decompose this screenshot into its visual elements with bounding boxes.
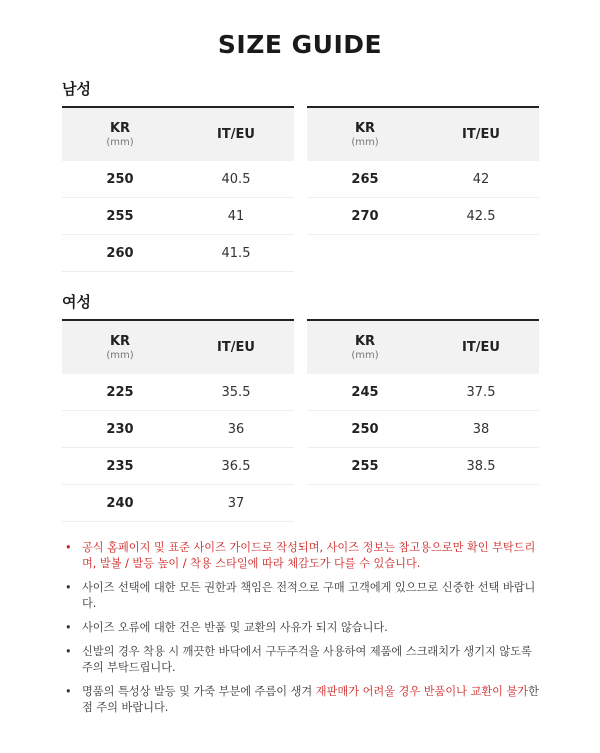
header-kr: KR [109, 120, 131, 136]
table-row [62, 235, 294, 272]
kr-cell: 255 [351, 458, 379, 474]
kr-cell: 225 [106, 384, 134, 400]
kr-cell: 250 [106, 171, 134, 187]
kr-cell: 270 [351, 208, 379, 224]
table-header [307, 321, 539, 374]
table-header [62, 321, 294, 374]
header-eu: IT/EU [462, 127, 500, 142]
note-item [62, 580, 542, 612]
note-item [62, 684, 542, 716]
eu-cell: 42 [472, 171, 490, 187]
header-eu: IT/EU [217, 127, 255, 142]
eu-cell: 40.5 [221, 171, 251, 187]
kr-cell: 230 [106, 421, 134, 437]
table-row [62, 374, 294, 411]
table-row [62, 485, 294, 522]
note-text: 공식 홈페이지 및 표준 사이즈 가이드로 작성되며, 사이즈 정보는 참고용으로만 확인 부탁드리며, 발볼 / 발등 높이 / 착용 스타일에 따라 체감도가 다를 수 있습니다. [82, 541, 536, 570]
table-header [307, 108, 539, 161]
page-title: SIZE GUIDE [217, 30, 383, 59]
table-row [62, 161, 294, 198]
eu-cell: 41.5 [221, 245, 251, 261]
eu-cell: 38.5 [466, 458, 496, 474]
eu-cell: 38 [472, 421, 490, 437]
note-text: 사이즈 오류에 대한 건은 반품 및 교환의 사유가 되지 않습니다. [82, 621, 388, 634]
note-item [62, 644, 542, 676]
table-row [62, 411, 294, 448]
header-kr: KR [354, 333, 376, 349]
eu-cell: 41 [227, 208, 245, 224]
table-row [307, 448, 539, 485]
kr-cell: 245 [351, 384, 379, 400]
note-text-c: 한 점 주의 바랍니다. [82, 685, 539, 714]
note-item [62, 540, 542, 572]
eu-cell: 36 [227, 421, 245, 437]
notes-list [62, 540, 542, 724]
header-unit: (mm) [106, 136, 134, 148]
kr-cell: 250 [351, 421, 379, 437]
header-unit: (mm) [351, 136, 379, 148]
kr-cell: 235 [106, 458, 134, 474]
kr-cell: 240 [106, 495, 134, 511]
men-size-table-left [62, 106, 294, 272]
table-row [307, 161, 539, 198]
table-row [62, 448, 294, 485]
section-label-men: 남성 [62, 80, 91, 98]
table-row [307, 374, 539, 411]
header-eu: IT/EU [217, 340, 255, 355]
eu-cell: 35.5 [221, 384, 251, 400]
note-text: 사이즈 선택에 대한 모든 권한과 책임은 전적으로 구매 고객에게 있으므로 신중한 선택 바랍니다. [82, 581, 536, 610]
eu-cell: 37 [227, 495, 245, 511]
header-kr: KR [354, 120, 376, 136]
table-row [62, 198, 294, 235]
women-size-table-right [307, 319, 539, 485]
women-size-table-left [62, 319, 294, 522]
kr-cell: 255 [106, 208, 134, 224]
header-eu: IT/EU [462, 340, 500, 355]
header-unit: (mm) [106, 349, 134, 361]
eu-cell: 37.5 [466, 384, 496, 400]
eu-cell: 42.5 [466, 208, 496, 224]
table-row [307, 411, 539, 448]
note-text-a: 명품의 특성상 발등 및 가죽 부분에 주름이 생겨 [82, 685, 316, 698]
eu-cell: 36.5 [221, 458, 251, 474]
header-kr: KR [109, 333, 131, 349]
men-size-table-right [307, 106, 539, 235]
kr-cell: 265 [351, 171, 379, 187]
note-text-highlight: 재판매가 어려울 경우 반품이나 교환이 불가 [315, 685, 529, 698]
kr-cell: 260 [106, 245, 134, 261]
table-header [62, 108, 294, 161]
table-row [307, 198, 539, 235]
note-text: 신발의 경우 착용 시 깨끗한 바닥에서 구두주걱을 사용하여 제품에 스크래치가 생기지 않도록 주의 부탁드립니다. [82, 645, 532, 674]
header-unit: (mm) [351, 349, 379, 361]
note-item [62, 620, 542, 636]
section-label-women: 여성 [62, 293, 91, 311]
